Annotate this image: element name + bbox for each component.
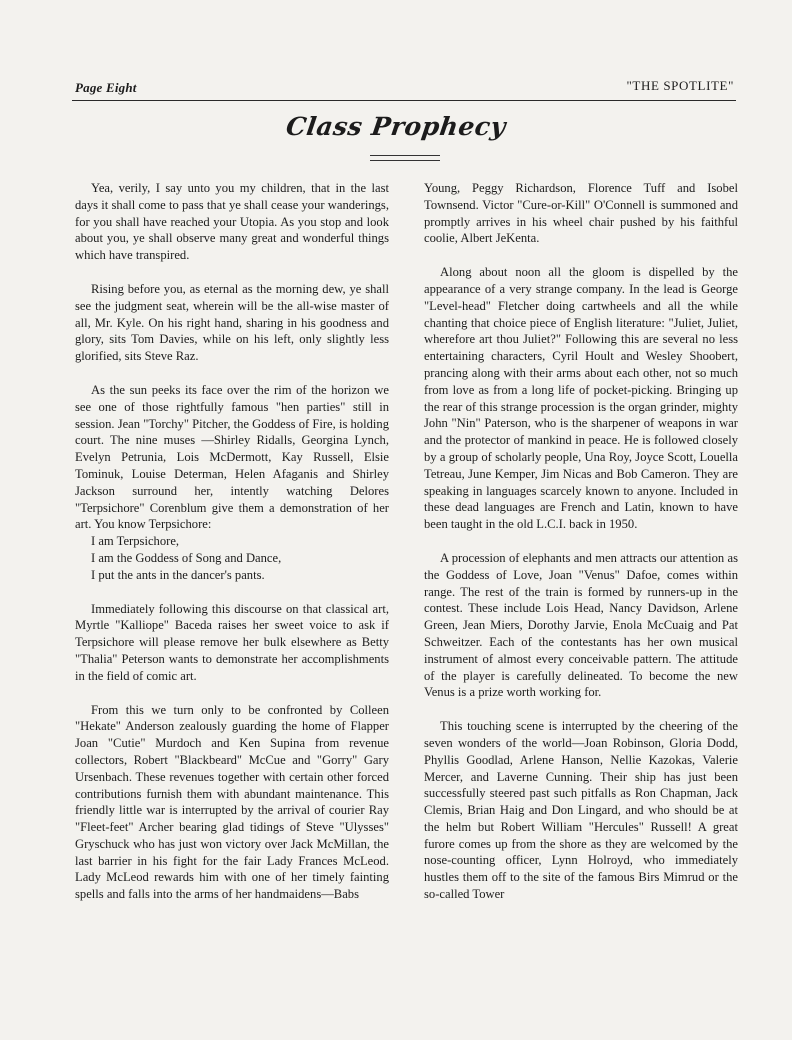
paragraph: As the sun peeks its face over the rim of the horizon we see one of those rightfully famous "hen parties" still in session. Jean "Torchy" Pitcher, the Goddess of Fire, is holding court. The nine muses —Shirley Ridalls, Georgina Lynch, Evelyn Petrunia, Lois McDermott, Kay Russell, Elsie Tominuk, Louise Determan, Helen Afaganis and Shirley Jackson surround her, intently watching Delores "Terpsichore" Corenblum give them a demonstration of her art. You know Terpsichore: (75, 382, 389, 532)
paragraph: Yea, verily, I say unto you my children, that in the last days it shall come to pass that ye shall cease your wanderings, for you shall have reached your Utopia. As you stop and look about you, ye shall observe many great and wonderful things which have transpired. (75, 181, 389, 263)
title-underline (370, 155, 440, 161)
paragraph: A procession of elephants and men attracts our attention as the Goddess of Love, Joan "Venus" Dafoe, comes within range. The rest of the train is formed by runners-up in the contest. These include Lois Head, Nancy Davidson, Arlene Green, Jean Miers, Dorothy Jarvie, Enola McCuaig and Pat Schweitzer. Each of the contestants has her own musical instrument of almost every conceivable pattern. The attitude of the player is carefully delineated. To become the new Venus is a prize worth working for. (424, 550, 738, 700)
verse-line: I am Terpsichore, (91, 534, 180, 549)
publication-name: "THE SPOTLITE" (626, 78, 734, 93)
verse-line: I put the ants in the dancer's pants. (91, 567, 265, 582)
verse-block (75, 533, 389, 583)
header-divider (72, 100, 736, 101)
paragraph: Young, Peggy Richardson, Florence Tuff and Isobel Townsend. Victor "Cure-or-Kill" O'Connell is summoned and promptly arrives in his wheel chair pushed by his faithful coolie, Albert JeKenta. (424, 181, 738, 246)
paragraph: Rising before you, as eternal as the morning dew, ye shall see the judgment seat, wherein will be the all-wise master of all, Mr. Kyle. On his right hand, sharing in his goodness and glory, sits Tom Davies, while on his left, only slightly less glorified, sits Steve Raz. (75, 281, 389, 364)
right-column (424, 180, 738, 920)
left-column (75, 180, 389, 920)
paragraph: This touching scene is interrupted by the cheering of the seven wonders of the world—Joan Robinson, Gloria Dodd, Phyllis Goodlad, Arlene Hanson, Nellie Kazokas, Valerie Mercer, and Laverne Cunning. Their ship has just been successfully steered past such pitfalls as Ron Chapman, Jack Clemis, Brian Haig and Don Lingard, and who should be at the helm but Robert William "Hercules" Russell! A great furore comes up from the shore as they are welcomed by the nose-counting officer, Lynn Holroyd, who immediately hustles them off to the site of the famous Birs Mimrud or the so-called Tower (424, 719, 738, 902)
page-number-label: Page Eight (75, 80, 137, 95)
article-title: Class Prophecy (284, 112, 508, 141)
paragraph: Along about noon all the gloom is dispelled by the appearance of a very strange company. In the lead is George "Level-head" Fletcher doing cartwheels and all the while chanting that choice piece of English literature: "Juliet, Juliet, wherefore art thou Juliet?" Following this are several no less entertaining characters, Cyril Hoult and Wesley Shoobert, prancing along with their arms about each other, not so much from love as from a long life of pocket-picking. Bringing up the rear of this strange procession is the organ grinder, mighty John "Nin" Paterson, who is the sharpener of weapons in war and the protector of mankind in peace. He is followed closely by a group of scholarly people, Una Roy, Joyce Scott, Louella Tetreau, June Kemper, Jim Nicas and Bob Cameron. They are speaking in languages scarcely known to anyone. Included in these dead languages are French and Latin, known to have been taught in the old L.C.I. back in 1950. (424, 265, 738, 532)
verse-line: I am the Goddess of Song and Dance, (91, 550, 282, 565)
paragraph: From this we turn only to be confronted by Colleen "Hekate" Anderson zealously guarding the home of Flapper Joan "Cutie" Murdoch and Ken Supina from revenue collectors, Robert "Blackbeard" McCue and "Gorry" Gary Ursenbach. These revenues together with certain other forced contributions furnish them with abundant maintenance. This friendly little war is interrupted by the arrival of courier Ray "Fleet-feet" Archer bearing glad tidings of Steve "Ulysses" Gryschuck who has just won victory over Jack McMillan, the last barrier in his fight for the fair Lady Frances McLeod. Lady McLeod rewards him with one of her timely fainting spells and falls into the arms of her handmaidens—Babs (75, 702, 389, 902)
paragraph: Immediately following this discourse on that classical art, Myrtle "Kalliope" Baceda raises her sweet voice to ask if Terpsichore will please remove her bulk elsewhere as Betty "Thalia" Peterson wants to demonstrate her accomplishments in the field of comic art. (75, 601, 389, 683)
